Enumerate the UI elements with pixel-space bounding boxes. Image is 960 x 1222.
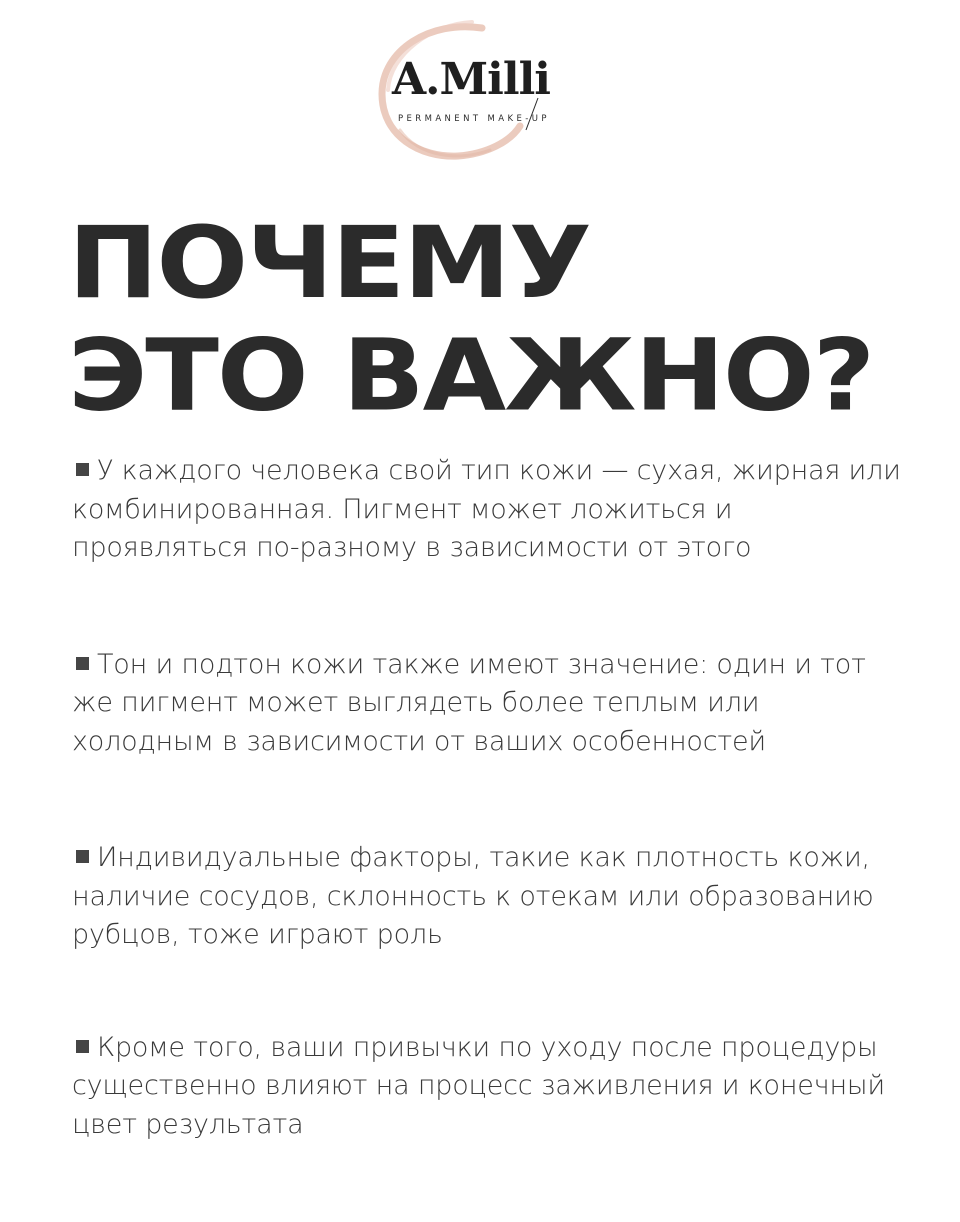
title-line-1: ПОЧЕМУ bbox=[68, 206, 590, 322]
square-bullet-icon bbox=[76, 657, 89, 670]
logo-tagline: PERMANENT MAKE-UP bbox=[398, 114, 550, 124]
list-item-text: Индивидуальные факторы, такие как плотность кожи, наличие сосудов, склонность к отекам или образованию рубцов, тоже играют роль bbox=[72, 842, 874, 950]
reasons-list bbox=[72, 452, 902, 1222]
title-line-2: ЭТО ВАЖНО? bbox=[68, 318, 874, 434]
list-item bbox=[72, 646, 902, 762]
list-item-text: Кроме того, ваши привычки по уходу после процедуры существенно влияют на процесс заживления и конечный цвет результата bbox=[72, 1031, 885, 1140]
list-item-text: Тон и подтон кожи также имеют значение: один и тот же пигмент может выглядеть более теплым или холодным в зависимости от ваших особенностей bbox=[72, 648, 866, 757]
square-bullet-icon bbox=[76, 850, 89, 863]
brand-logo bbox=[360, 10, 600, 170]
list-item-text: У каждого человека свой тип кожи — сухая, жирная или комбинированная. Пигмент может ложиться и проявляться по-разному в зависимости от этого bbox=[72, 455, 901, 563]
list-item bbox=[72, 1029, 902, 1145]
page-title bbox=[68, 208, 873, 432]
list-item bbox=[72, 452, 902, 568]
square-bullet-icon bbox=[76, 1040, 89, 1053]
list-item bbox=[72, 839, 902, 955]
logo-name: A.Milli bbox=[392, 54, 551, 105]
square-bullet-icon bbox=[76, 463, 89, 476]
